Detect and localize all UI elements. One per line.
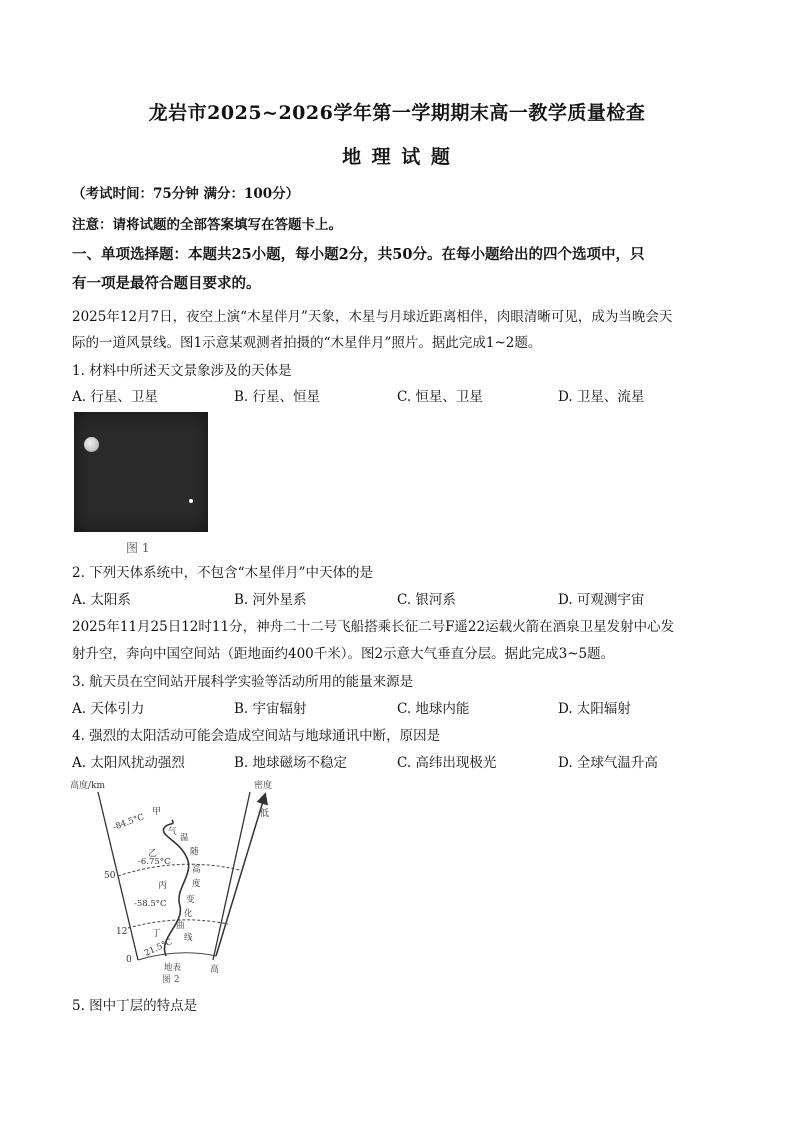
figure1-caption: 图 1 <box>126 541 150 555</box>
q4-option-a: A. 太阳风扰动强烈 <box>72 755 185 771</box>
density-label: 密度 <box>254 781 273 791</box>
curve-char-7: 化 <box>184 909 193 919</box>
temp-label-1: -84.5°C <box>111 812 146 833</box>
moon-image <box>84 437 99 452</box>
figure1-photo <box>74 412 208 532</box>
layer-bing: 丙 <box>158 881 168 891</box>
material1-line2: 际的一道风景线。图1示意某观测者拍摄的“木星伴月”照片。据此完成1~2题。 <box>72 335 542 351</box>
q1-option-b: B. 行星、恒星 <box>234 389 321 405</box>
temp-label-3: -58.5°C <box>134 899 167 909</box>
subject-title: 地 理 试 题 <box>342 146 452 168</box>
section-heading-line1: 一、单项选择题：本题共25小题，每小题2分，共50分。在每小题给出的四个选项中，只 <box>72 246 645 263</box>
q3-option-c: C. 地球内能 <box>397 701 470 717</box>
curve-char-3: 随 <box>190 847 199 857</box>
curve-char-2: 温 <box>180 833 189 843</box>
q4-option-d: D. 全球气温升高 <box>558 755 658 771</box>
height-axis-label: 高度/km <box>70 781 106 791</box>
q2-option-a: A. 太阳系 <box>72 592 131 608</box>
curve-char-8: 曲 <box>176 921 185 931</box>
exam-info: （考试时间：75分钟 满分：100分） <box>72 186 300 202</box>
q2-stem: 2. 下列天体系统中，不包含“木星伴月”中天体的是 <box>72 565 373 581</box>
curve-char-1: 气 <box>168 827 177 837</box>
q2-option-b: B. 河外星系 <box>234 592 307 608</box>
figure2-atmosphere-diagram <box>68 778 298 984</box>
q3-stem: 3. 航天员在空间站开展科学实验等活动所用的能量来源是 <box>72 674 414 690</box>
tick-50: 50 <box>104 871 116 881</box>
temp-label-2: -6.75°C <box>138 857 171 867</box>
layer-ding: 丁 <box>152 929 162 939</box>
curve-char-5: 度 <box>192 879 201 889</box>
curve-char-6: 变 <box>186 895 195 905</box>
density-high-label: 高 <box>210 965 220 975</box>
temp-label-4: 21.5°C <box>143 937 175 959</box>
exam-title: 龙岩市2025~2026学年第一学期期末高一教学质量检查 <box>148 102 646 124</box>
tick-12: 12 <box>116 927 128 937</box>
material2-line1: 2025年11月25日12时11分，神舟二十二号飞船搭乘长征二号F遥22运载火箭在酒泉卫星发射中心发 <box>72 619 675 635</box>
material1-line1: 2025年12月7日，夜空上演“木星伴月”天象，木星与月球近距离相伴，肉眼清晰可见，成为当晚会天 <box>72 309 673 325</box>
q1-stem: 1. 材料中所述天文景象涉及的天体是 <box>72 363 292 379</box>
material2-line2: 射升空，奔向中国空间站（距地面约400千米）。图2示意大气垂直分层。据此完成3~5题。 <box>72 646 615 662</box>
jupiter-dot <box>189 499 193 503</box>
section-heading-line2: 有一项是最符合题目要求的。 <box>72 275 261 292</box>
q3-option-d: D. 太阳辐射 <box>558 701 631 717</box>
layer-jia: 甲 <box>152 807 162 817</box>
q1-option-a: A. 行星、卫星 <box>72 389 158 405</box>
figure2-caption: 图 2 <box>162 975 180 984</box>
curve-char-9: 线 <box>184 933 193 943</box>
curve-char-4: 高 <box>192 865 201 875</box>
surface-label: 地表 <box>164 963 182 973</box>
notice: 注意：请将试题的全部答案填写在答题卡上。 <box>72 217 342 233</box>
right-boundary <box>213 792 250 960</box>
tick-0: 0 <box>126 955 132 965</box>
q1-option-d: D. 卫星、流星 <box>558 389 645 405</box>
density-low-label: 低 <box>260 809 270 819</box>
layer-yi: 乙 <box>148 849 158 859</box>
q1-option-c: C. 恒星、卫星 <box>397 389 483 405</box>
q3-option-a: A. 天体引力 <box>72 701 145 717</box>
q5-stem: 5. 图中丁层的特点是 <box>72 998 198 1014</box>
q2-option-c: C. 银河系 <box>397 592 456 608</box>
q3-option-b: B. 宇宙辐射 <box>234 701 307 717</box>
q4-option-c: C. 高纬出现极光 <box>397 755 497 771</box>
boundary-50km <box>118 864 240 876</box>
density-arrow <box>216 798 264 956</box>
q4-option-b: B. 地球磁场不稳定 <box>234 755 348 771</box>
q4-stem: 4. 强烈的太阳活动可能会造成空间站与地球通讯中断，原因是 <box>72 728 441 744</box>
q2-option-d: D. 可观测宇宙 <box>558 592 645 608</box>
